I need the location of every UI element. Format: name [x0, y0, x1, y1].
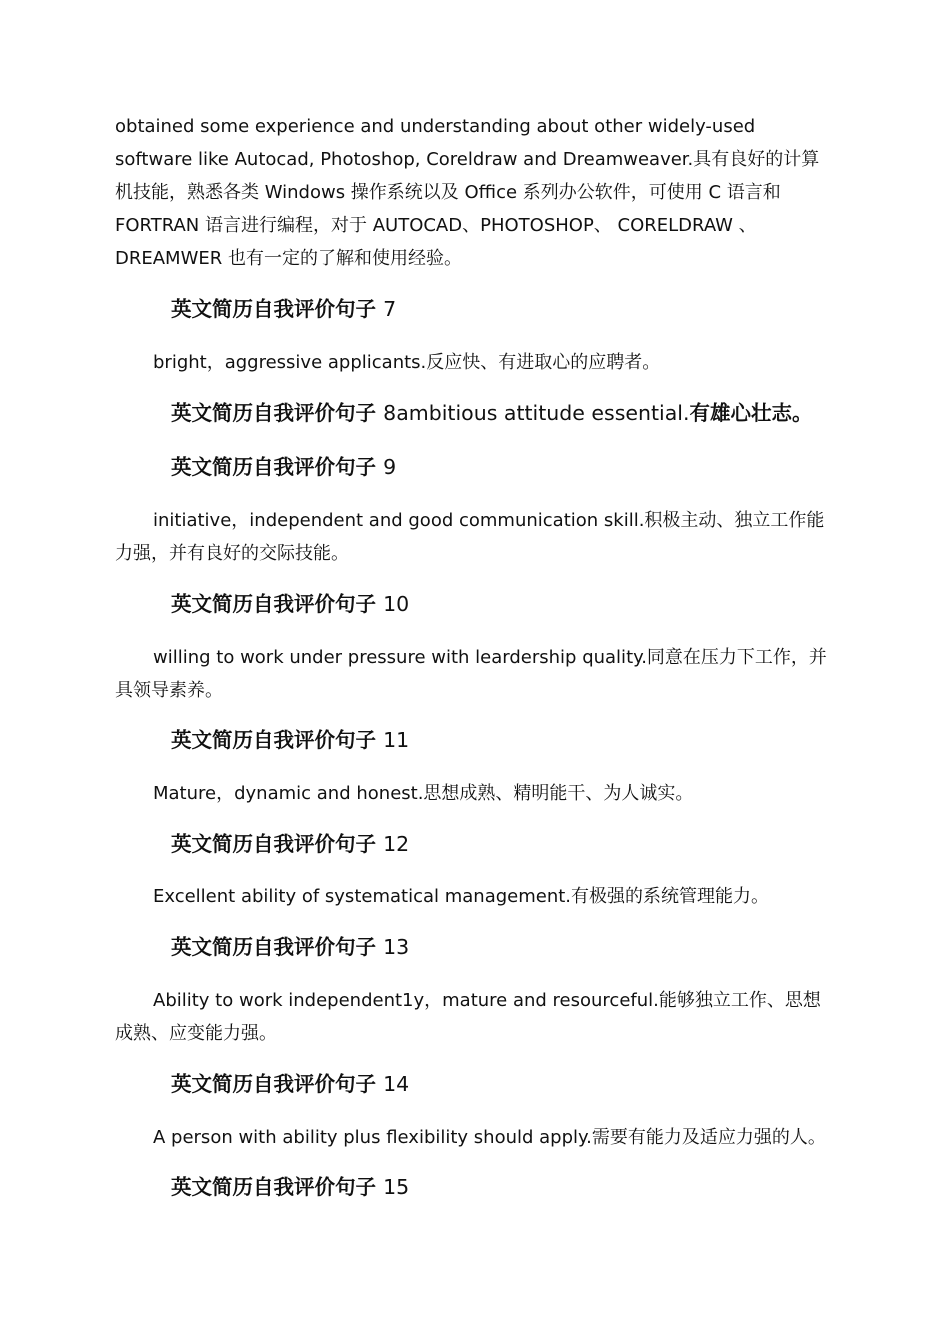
heading-prefix: 英文简历自我评价句子 — [171, 728, 376, 752]
section-heading-13 — [171, 932, 871, 962]
section-text-10: willing to work under pressure with leardership quality.同意在压力下工作，并具领导素养。 — [115, 647, 827, 701]
heading-prefix: 英文简历自我评价句子 — [171, 832, 376, 856]
heading-prefix: 英文简历自我评价句子 — [171, 401, 376, 425]
heading-number: 9 — [383, 455, 397, 479]
heading-number: 13 — [383, 935, 410, 959]
section-heading-12 — [171, 829, 871, 859]
section-text-14: A person with ability plus flexibility should apply.需要有能力及适应力强的人。 — [153, 1127, 826, 1148]
heading-number: 8 — [383, 401, 397, 425]
heading-number: 10 — [383, 592, 410, 616]
heading-number: 11 — [383, 728, 410, 752]
intro-paragraph: obtained some experience and understanding about other widely-used software like Autocad, Photoshop, Coreldraw and Dreamweaver.具有良好的计算机技能，熟悉各类 Windows 操作系统以及 Office 系列办公软件，可使用 C 语言和 FORTRAN 语言进行编程，对于 AUTOCAD、PHOTOSHOP、 CORELDRAW 、DREAMWER 也有一定的了解和使用经验。 — [115, 116, 820, 269]
section-inline-en-8: ambitious attitude essential. — [396, 401, 690, 425]
section-text-11: Mature，dynamic and honest.思想成熟、精明能干、为人诚实。 — [153, 783, 694, 804]
section-text-9: initiative，independent and good communication skill.积极主动、独立工作能力强，并有良好的交际技能。 — [115, 510, 825, 564]
heading-prefix: 英文简历自我评价句子 — [171, 1175, 376, 1199]
heading-number: 15 — [383, 1175, 410, 1199]
section-heading-7 — [171, 294, 871, 324]
section-text-13: Ability to work independent1y，mature and resourceful.能够独立工作、思想成熟、应变能力强。 — [115, 990, 821, 1044]
section-heading-14 — [171, 1069, 871, 1099]
heading-prefix: 英文简历自我评价句子 — [171, 297, 376, 321]
section-heading-8 — [171, 398, 871, 428]
heading-prefix: 英文简历自我评价句子 — [171, 935, 376, 959]
section-text-7: bright，aggressive applicants.反应快、有进取心的应聘者。 — [153, 352, 661, 373]
section-heading-10 — [171, 589, 871, 619]
heading-prefix: 英文简历自我评价句子 — [171, 1072, 376, 1096]
heading-number: 7 — [383, 297, 397, 321]
heading-number: 12 — [383, 832, 410, 856]
section-heading-15 — [171, 1172, 871, 1202]
heading-prefix: 英文简历自我评价句子 — [171, 592, 376, 616]
section-heading-11 — [171, 725, 871, 755]
heading-prefix: 英文简历自我评价句子 — [171, 455, 376, 479]
section-heading-9 — [171, 452, 871, 482]
section-text-12: Excellent ability of systematical management.有极强的系统管理能力。 — [153, 886, 770, 907]
section-inline-zh-8: 有雄心壮志。 — [689, 401, 813, 425]
heading-number: 14 — [383, 1072, 410, 1096]
